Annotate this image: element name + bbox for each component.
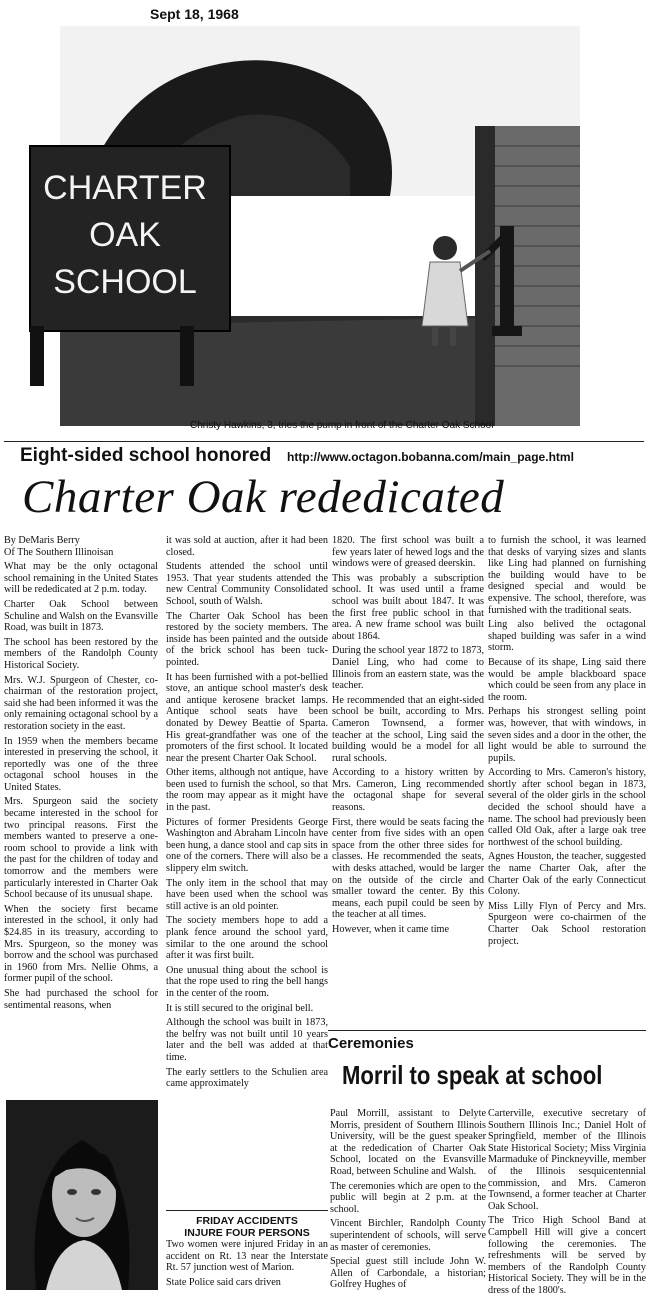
paragraph: Carterville, executive secretary of Southern Illinois Inc.; Daniel Holt of Springfield, member of the Illinois State Historical Society; Miss Virginia Marmaduke of Pinckneyville, member of the Illinois sesquicentennial commission, and Mrs. Cameron Townsend, a former teacher at Charter Oak School. [488,1108,646,1212]
paragraph: The school has been restored by the members of the Randolph County Historical Society. [4,636,158,671]
paragraph: She had purchased the school for sentimental reasons, when [4,987,158,1011]
paragraph: The only item in the school that may have been used when the school was still active is an old pointer. [166,877,328,912]
paragraph: Special guest still include John W. Allen of Carbondale, a historian; Golfrey Hughes of [330,1256,486,1291]
paragraph: First, there would be seats facing the center from five sides with an open space from the other three sides for classes. He recommended the seats, with desks attached, would be larger on the outside of the circle and smaller toward the center. By this means, each pupil could be seen by the teacher at all times. [332,816,484,921]
paragraph: The Charter Oak School has been restored by the society members. The inside has been painted and the outside of the brick school has been tuck-pointed. [166,610,328,668]
school-photo-illustration [43,26,580,426]
paragraph: The Trico High School Band at Campbell Hill will give a concert following the ceremonies. The refreshments will be served by members of the Randolph County Historical Society. They will be in the dress of the 1800's. [488,1215,646,1296]
paragraph: What may be the only octagonal school remaining in the United States will be rededicated at 2 p.m. today. [4,561,158,596]
paragraph: Mrs. W.J. Spurgeon of Chester, co-chairman of the restoration project, said she had been informed it was the only remaining octagonal school by a restoration society in the east. [4,674,158,732]
paragraph: During the school year 1872 to 1873, Daniel Ling, who had come to Illinois from an eastern state, was the teacher. [332,645,484,692]
paragraph: Students attended the school until 1953. That year students attended the new Central Community Consolidated School, south of Walsh. [166,561,328,607]
paragraph: According to a history written by Mrs. Cameron, Ling recommended the octagonal shape for several reasons. [332,767,484,814]
paragraph: 1820. The first school was built a few years later of hewed logs and the windows were of greased deerskin. [332,535,484,570]
sign-line-1: CHARTER [43,169,207,207]
paragraph: Because of its shape, Ling said there would be ample blackboard space which could be seen from any place in the room. [488,656,646,703]
source-url: http://www.octagon.bobanna.com/main_page.html [287,450,574,464]
kicker: Eight-sided school honored [20,445,272,466]
paragraph: Charter Oak School between Schuline and Walsh on the Evansville Road, was built in 1873. [4,598,158,634]
paragraph: Perhaps his strongest selling point was, however, that with windows, in seven sides and a door in the other, the light would be able to surround the pupils. [488,706,646,764]
article-column-2 [166,535,328,1093]
paragraph: In 1959 when the members became interested in preserving the school, it reportedly was one of the three octagonal school houses in the United States. [4,735,158,793]
paragraph: Paul Morrill, assistant to Delyte Morris, president of Southern Illinois University, will be the guest speaker at the rededication of Charter Oak School, located on the Evansville Road, between Schuline and Walsh. [330,1108,486,1177]
byline-affiliation: Of The Southern Illinoisan [4,546,114,558]
ceremonies-column-1 [330,1108,486,1294]
paragraph: When the society first became interested in the school, it only had $24.85 in its treasury, according to Mrs. Spurgeon, so the money was borrow and the school was purchased in 1960 from Mrs. Nellie Ohms, a former pupil of the school. [4,903,158,985]
paragraph: The early settlers to the Schulien area came approximately [166,1066,328,1090]
ceremonies-label: Ceremonies [328,1035,414,1052]
sign-line-3: SCHOOL [53,263,197,301]
paragraph: Mrs. Spurgeon said the society became interested in the school for two principal reasons. First the members wanted to preserve a one-room school to provide a link with the past for the children of today and tomorrow and the members were particularly interested in Charter Oak School because of its unusual shape. [4,796,158,901]
author-portrait [6,1100,158,1290]
article-column-1 [4,535,158,1014]
divider [4,441,644,442]
brief-headline-1: FRIDAY ACCIDENTS [196,1215,298,1227]
paragraph: The ceremonies which are open to the public will begin at 2 p.m. at the school. [330,1180,486,1215]
paragraph: Although the school was built in 1873, the belfry was not built until 10 years later and the bell was added at that time. [166,1017,328,1063]
portrait-photo [6,1100,158,1290]
paragraph: to furnish the school, it was learned that desks of varying sizes and slants like Ling had planned on furnishing the building would have to be designed special and would be expensive. The school, therefore, was furnished with the traditional seats. [488,535,646,616]
paragraph: It is still secured to the original bell. [166,1002,314,1014]
paragraph: Other items, although not antique, have been used to furnish the school, so that the room may appear as it might have in the past. [166,767,328,814]
article-column-3 [332,535,484,939]
paragraph: State Police said cars driven [166,1276,281,1288]
paragraph: However, when it came time [332,924,449,935]
ceremonies-headline: Morril to speak at school [342,1060,603,1090]
byline: By DeMaris Berry [4,535,80,546]
paragraph: Ling also belived the octagonal shaped building was safer in a wind storm. [488,619,646,654]
photo-caption: Christy Hawkins, 3, tries the pump in front of the Charter Oak School [190,420,494,431]
paragraph: It has been furnished with a pot-bellied stove, an antique school master's desk and antique kerosene bracket lamps. Antique school seats have been donated by Dewey Beattie of Sparta. His great-grandfather was one of the promoters of the first school. It located near the present Charter Oak School. [166,671,328,764]
divider [166,1210,328,1211]
headline: Charter Oak rededicated [22,471,505,523]
publication-date: Sept 18, 1968 [150,6,239,22]
paragraph: it was sold at auction, after it had been closed. [166,535,328,558]
divider [328,1030,646,1031]
brief-headline-2: INJURE FOUR PERSONS [184,1227,310,1239]
ceremonies-column-2 [488,1108,646,1300]
paragraph: According to Mrs. Cameron's history, shortly after school began in 1873, several of the older girls in the school decided the school should have a name. The school had previously been called Old Oak, after a large oak tree northwest of the school building. [488,767,646,848]
paragraph: He recommended that an eight-sided school be built, according to Mrs. Cameron Townsend, a former teacher at the school, Ling said the building would be a model for all rural schools. [332,694,484,764]
paragraph: This was probably a subscription school. It was used until a frame school was built about 1847. It was the first free public school in that area. A new frame school was built about 1864. [332,572,484,642]
school-photo [43,26,580,426]
paragraph: Pictures of former Presidents George Washington and Abraham Lincoln have been hung, a dance stool and cap sits in one of the corners. There will also be a slippery elm switch. [166,816,328,875]
article-column-4 [488,535,646,950]
paragraph: Two women were injured Friday in an accident on Rt. 13 near the Interstate Rt. 57 junction west of Marion. [166,1239,328,1274]
paragraph: Vincent Birchler, Randolph County superintendent of schools, will serve as master of ceremonies. [330,1218,486,1253]
sign-line-2: OAK [89,216,161,254]
paragraph: One unusual thing about the school is that the rope used to ring the bell hangs in the center of the room. [166,964,328,999]
paragraph: The society members hope to add a plank fence around the school yard, similar to the one around the school after it was first built. [166,915,328,962]
paragraph: Agnes Houston, the teacher, suggested the name Charter Oak, after the Charter Oak of the early Connecticut Colony. [488,851,646,898]
friday-accidents-brief [166,1215,328,1291]
paragraph: Miss Lilly Flyn of Percy and Mrs. Spurgeon were co-chairmen of the Charter Oak School restoration project. [488,900,646,947]
